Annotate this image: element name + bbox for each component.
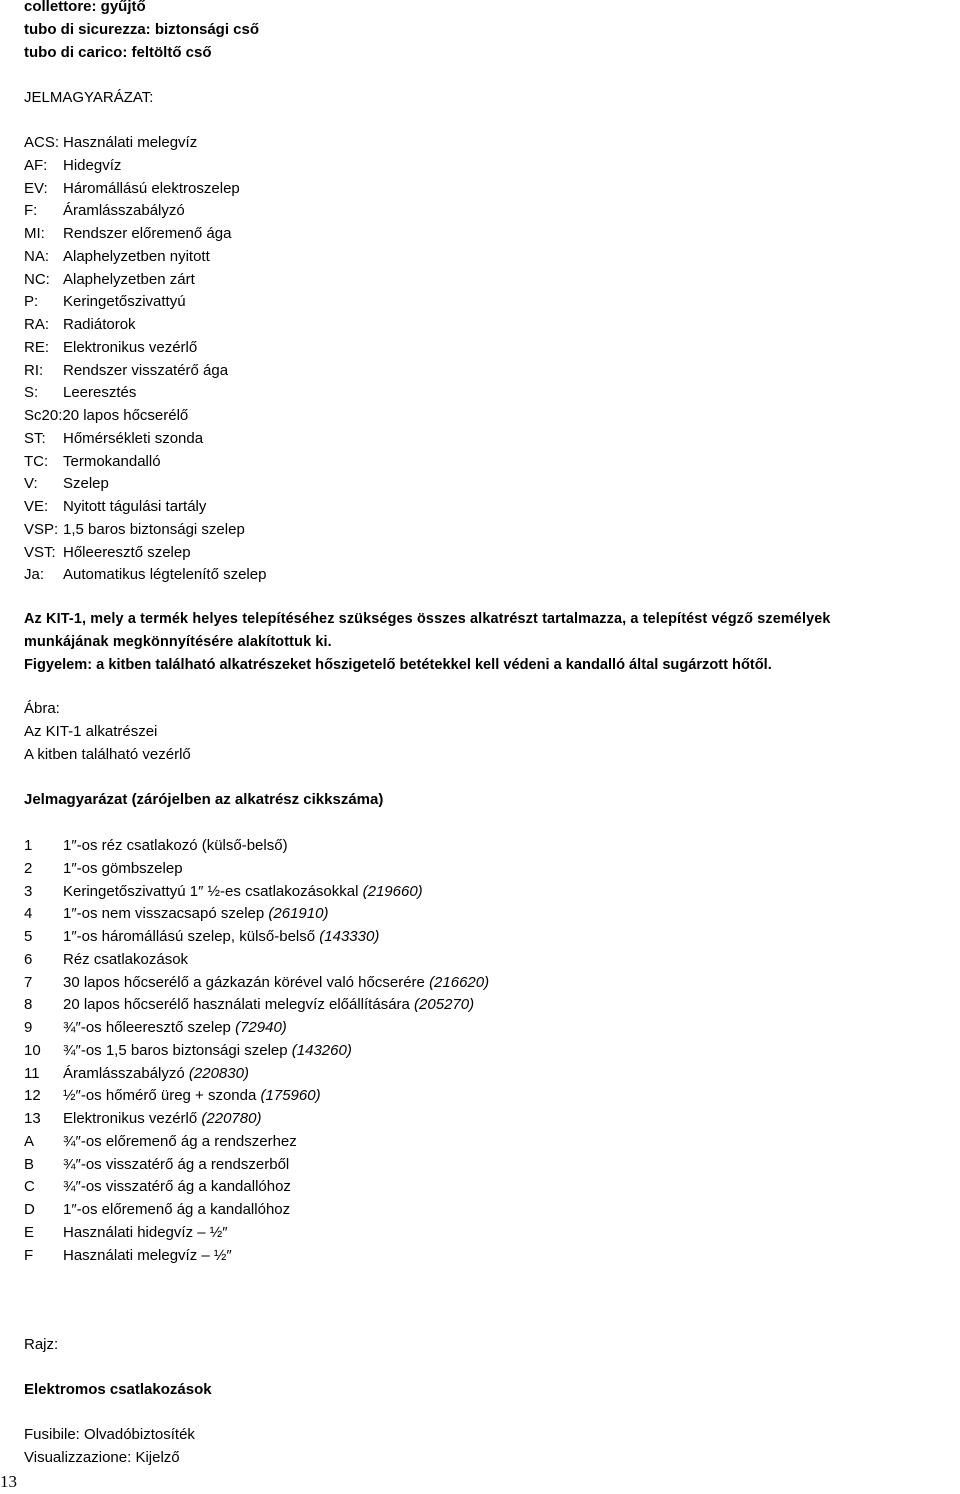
legend-item	[24, 496, 266, 519]
legend-item	[24, 564, 266, 587]
legend-code: VSP:	[24, 520, 59, 538]
legend-text: Használati melegvíz	[63, 134, 198, 151]
part-text: ½″-os hőmérő üreg + szonda	[63, 1087, 257, 1105]
legend-code: RA:	[24, 316, 50, 333]
figure-caption	[24, 698, 191, 766]
parts-item	[24, 1222, 489, 1245]
parts-item	[24, 1245, 489, 1268]
legend-text: Szelep	[63, 475, 109, 493]
part-number: 3	[24, 882, 33, 900]
legend-item	[24, 519, 266, 542]
part-number: 8	[24, 996, 33, 1014]
legend-item	[24, 200, 266, 223]
parts-item	[24, 1017, 489, 1040]
part-code: (143330)	[319, 928, 380, 945]
part-number: 7	[24, 973, 33, 991]
legend-item	[24, 269, 266, 292]
part-text: Áramlásszabályzó	[63, 1064, 185, 1082]
legend-item	[24, 542, 266, 565]
legend-code: NA:	[24, 247, 50, 265]
warning-text: Figyelem: a kitben található alkatrészeket hőszigetelő betétekkel kell védeni a kandalló által sugárzott hőtől.	[24, 656, 772, 673]
part-text: 20 lapos hőcserélő használati melegvíz előállítására	[63, 996, 410, 1014]
legend-text: Rendszer visszatérő ága	[63, 361, 229, 379]
part-code: (220830)	[188, 1064, 249, 1082]
part-text: Elektronikus vezérlő	[63, 1110, 198, 1127]
part-code: (220780)	[201, 1110, 262, 1127]
legend-code: RI:	[24, 361, 44, 379]
part-text: ¾″-os hőleeresztő szelep	[63, 1019, 231, 1036]
parts-item	[24, 972, 489, 995]
part-text: 1″-os gömbszelep	[63, 859, 183, 877]
kit-paragraph-line: Az KIT-1, mely a termék helyes telepítéséhez szükséges összes alkatrészt tartalmazza, a telepítést végző személyek	[24, 611, 831, 627]
part-text: 1″-os nem visszacsapó szelep	[63, 905, 265, 923]
legend-text: Hidegvíz	[63, 156, 122, 174]
legend-item	[24, 337, 266, 360]
parts-item	[24, 994, 489, 1017]
part-text: ¾″-os visszatérő ág a rendszerből	[63, 1155, 290, 1173]
part-number: E	[24, 1223, 35, 1241]
legend-item	[24, 291, 266, 314]
part-text: 1″-os háromállású szelep, külső-belső	[63, 928, 316, 945]
legend-text: Áramlásszabályzó	[63, 202, 185, 220]
drawing-label: Rajz:	[24, 1336, 59, 1353]
legend-item	[24, 132, 266, 155]
parts-item	[24, 949, 489, 972]
part-text: 30 lapos hőcserélő a gázkazán körével való hőcserére	[63, 973, 425, 991]
legend-code: ACS:	[24, 134, 60, 151]
legend-text: Hőmérsékleti szonda	[63, 429, 204, 447]
parts-item	[24, 926, 489, 949]
part-text: ¾″-os 1,5 baros biztonsági szelep	[63, 1041, 288, 1059]
part-number: 2	[24, 859, 33, 877]
legend-item	[24, 314, 266, 337]
legend-code: NC:	[24, 270, 50, 288]
parts-item	[24, 1154, 489, 1177]
legend-text: Háromállású elektroszelep	[63, 179, 240, 197]
parts-item	[24, 1199, 489, 1222]
legend-text: Alaphelyzetben zárt	[63, 270, 195, 288]
legend-code: TC:	[24, 452, 49, 470]
part-number: 10	[24, 1041, 41, 1059]
part-number: 1	[24, 837, 33, 854]
part-number: F	[24, 1246, 34, 1264]
legend-code: AF:	[24, 156, 48, 174]
parts-item	[24, 858, 489, 881]
figure-line: A kitben található vezérlő	[24, 745, 191, 763]
legend-text: Keringetőszivattyú	[63, 293, 186, 311]
part-text: 1″-os réz csatlakozó (külső-belső)	[63, 837, 288, 854]
part-text: Keringetőszivattyú 1″ ½-es csatlakozásokkal	[63, 882, 359, 900]
kit-description	[24, 608, 960, 676]
legend-item	[24, 178, 266, 201]
part-number: 13	[24, 1110, 41, 1127]
parts-item	[24, 903, 489, 926]
legend-item	[24, 428, 266, 451]
parts-item	[24, 1131, 489, 1154]
part-code: (175960)	[260, 1087, 321, 1105]
legend-text: Radiátorok	[63, 316, 136, 333]
parts-item	[24, 881, 489, 904]
legend-item	[24, 155, 266, 178]
legend-code: Ja:	[24, 566, 45, 584]
part-number: A	[24, 1132, 35, 1150]
legend-code: VE:	[24, 498, 49, 515]
legend-code: F:	[24, 202, 38, 220]
part-code: (216620)	[429, 973, 490, 991]
footer-line: Fusibile: Olvadóbiztosíték	[24, 1426, 195, 1443]
legend-text: 20 lapos hőcserélő	[62, 407, 189, 424]
legend-item	[24, 382, 266, 405]
legend-code: MI:	[24, 225, 45, 242]
parts-list	[24, 835, 489, 1267]
legend-item	[24, 246, 266, 269]
part-code: (72940)	[235, 1019, 287, 1036]
figure-line: Az KIT-1 alkatrészei	[24, 722, 158, 740]
part-number: 4	[24, 905, 33, 923]
legend-code: V:	[24, 475, 38, 493]
kit-paragraph-line: munkájának megkönnyítésére alakítottuk ki.	[24, 633, 332, 650]
electrical-title: Elektromos csatlakozások	[24, 1381, 212, 1398]
legend-code: ST:	[24, 429, 46, 447]
legend-item	[24, 223, 266, 246]
legend-title: JELMAGYARÁZAT:	[24, 89, 154, 106]
legend-text: Automatikus légtelenítő szelep	[63, 566, 267, 584]
part-number: 6	[24, 950, 33, 968]
legend-code: S:	[24, 384, 39, 402]
parts-title: Jelmagyarázat (zárójelben az alkatrész cikkszáma)	[24, 791, 384, 808]
part-number: D	[24, 1201, 35, 1218]
header-line: tubo di carico: feltöltő cső	[24, 43, 212, 61]
part-number: 12	[24, 1087, 41, 1105]
legend-code: RE:	[24, 338, 50, 356]
parts-item	[24, 1108, 489, 1131]
legend-code: P:	[24, 293, 39, 311]
legend-item	[24, 473, 266, 496]
footer-translations	[24, 1424, 195, 1470]
legend-list	[24, 132, 266, 587]
parts-item	[24, 835, 489, 858]
part-text: ¾″-os visszatérő ág a kandallóhoz	[63, 1178, 291, 1196]
parts-item	[24, 1176, 489, 1199]
part-number: 5	[24, 928, 33, 945]
legend-code: Sc20:	[24, 407, 63, 424]
legend-item	[24, 451, 266, 474]
part-number: 11	[24, 1064, 40, 1082]
legend-text: Leeresztés	[63, 384, 137, 402]
part-code: (205270)	[414, 996, 475, 1014]
part-text: Réz csatlakozások	[63, 950, 189, 968]
legend-text: Alaphelyzetben nyitott	[63, 247, 210, 265]
legend-item	[24, 360, 266, 383]
legend-text: Nyitott tágulási tartály	[63, 498, 207, 515]
header-line: collettore: gyűjtő	[24, 0, 146, 15]
part-code: (219660)	[362, 882, 423, 900]
part-number: 9	[24, 1019, 33, 1036]
part-code: (143260)	[291, 1041, 352, 1059]
legend-text: Elektronikus vezérlő	[63, 338, 198, 356]
legend-text: 1,5 baros biztonsági szelep	[63, 520, 245, 538]
parts-item	[24, 1085, 489, 1108]
part-number: B	[24, 1155, 35, 1173]
figure-line: Ábra:	[24, 700, 60, 717]
header-line: tubo di sicurezza: biztonsági cső	[24, 20, 260, 38]
legend-code: VST:	[24, 543, 56, 561]
page-number: 13	[0, 1472, 17, 1491]
legend-text: Hőleeresztő szelep	[63, 543, 191, 561]
part-text: Használati hidegvíz – ½″	[63, 1223, 228, 1241]
parts-item	[24, 1063, 489, 1086]
header-translations	[24, 0, 259, 64]
part-code: (261910)	[268, 905, 329, 923]
part-text: 1″-os előremenő ág a kandallóhoz	[63, 1201, 291, 1218]
legend-item	[24, 405, 266, 428]
part-text: Használati melegvíz – ½″	[63, 1246, 232, 1264]
parts-item	[24, 1040, 489, 1063]
part-number: C	[24, 1178, 35, 1196]
legend-text: Rendszer előremenő ága	[63, 225, 232, 242]
part-text: ¾″-os előremenő ág a rendszerhez	[63, 1132, 297, 1150]
footer-line: Visualizzazione: Kijelző	[24, 1448, 180, 1466]
legend-text: Termokandalló	[63, 452, 161, 470]
legend-code: EV:	[24, 179, 48, 197]
